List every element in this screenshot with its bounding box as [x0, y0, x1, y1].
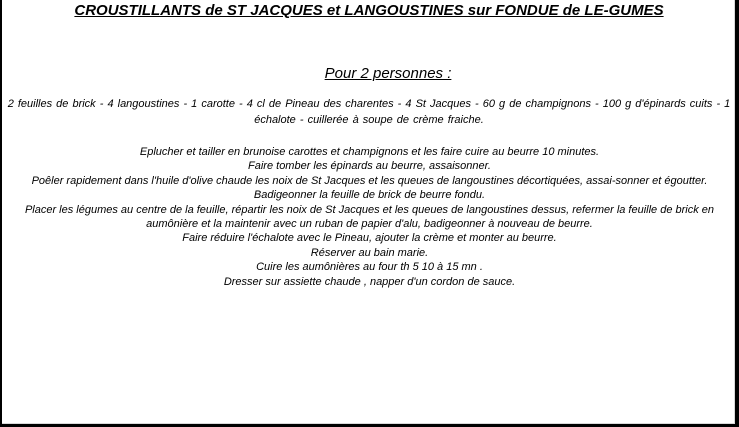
servings-heading: Pour 2 personnes : — [324, 65, 452, 82]
recipe-title: CROUSTILLANTS de ST JACQUES et LANGOUSTINES sur FONDUE de LE-GUMES — [74, 2, 664, 19]
step-2: Faire tomber les épinards au beurre, assaisonner. — [248, 160, 491, 173]
recipe-text-box — [2, 0, 735, 424]
step-3: Poêler rapidement dans l'huile d'olive chaude les noix de St Jacques et les queues de langoustines décortiquées, assai-sonner et égoutter. — [31, 174, 708, 187]
step-8: Cuire les aumônières au four th 5 10 à 15 mn . — [256, 261, 483, 274]
step-5: Placer les légumes au centre de la feuille, répartir les noix de St Jacques et les queues de langoustines dessus, refermer la feuille de brick en aumônière et la maintenir avec un ruban de papier d'alu, badigeonner à nouveau de beurre. — [24, 203, 715, 231]
instructions — [6, 145, 733, 289]
step-1: Eplucher et tailler en brunoise carottes et champignons et les faire cuire au beurre 10 minutes. — [139, 146, 600, 158]
step-6: Faire réduire l'échalote avec le Pineau, ajouter la crème et monter au beurre. — [182, 232, 557, 245]
ingredients-list: 2 feuilles de brick - 4 langoustines - 1 carotte - 4 cl de Pineau des charentes - 4 St Jacques - 60 g de champignons - 100 g d'épinards cuits - 1 échalote - cuillerée à soupe de crème fraiche. — [7, 98, 731, 126]
step-9: Dresser sur assiette chaude , napper d'un cordon de sauce. — [223, 275, 516, 288]
step-7: Réserver au bain marie. — [310, 246, 429, 259]
step-4: Badigeonner la feuille de brick de beurre fondu. — [253, 189, 486, 202]
